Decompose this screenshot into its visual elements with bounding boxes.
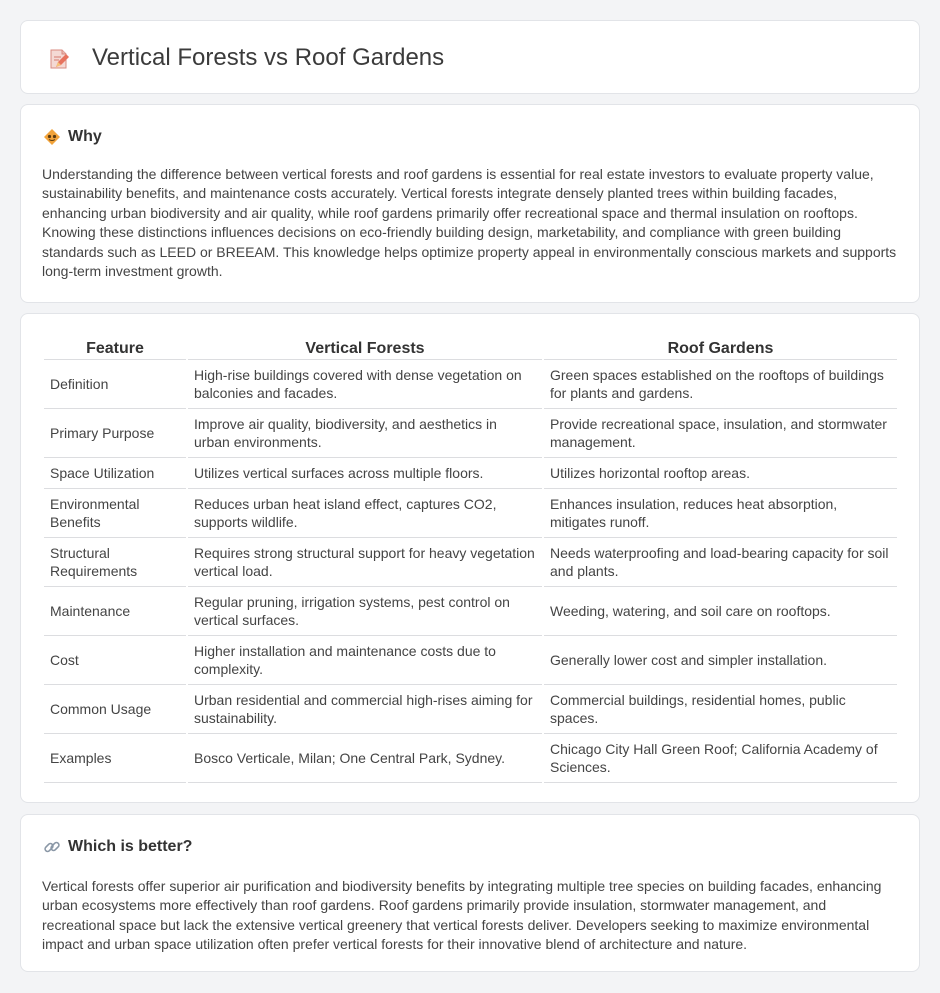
feature-cell: Examples: [44, 734, 186, 783]
feature-cell: Primary Purpose: [44, 409, 186, 458]
header-roof-gardens: Roof Gardens: [544, 336, 897, 360]
roof-gardens-cell: Commercial buildings, residential homes, public spaces.: [544, 685, 897, 734]
vertical-forests-cell: Bosco Verticale, Milan; One Central Park, Sydney.: [188, 734, 542, 783]
roof-gardens-cell: Generally lower cost and simpler installation.: [544, 636, 897, 685]
why-text: Understanding the difference between vertical forests and roof gardens is essential for real estate investors to evaluate property value, sustainability benefits, and maintenance costs accurately. Vertical forests integrate densely planted trees within building facades, enhancing urban biodiversity and air quality, while roof gardens primarily offer recreational space and thermal insulation on rooftops. Knowing these distinctions influences decisions on eco-friendly building design, marketability, and compliance with green building standards such as LEED or BREEAM. This knowledge helps optimize property appeal in environmentally conscious markets and supports long-term investment growth.: [42, 166, 897, 280]
table-row: [44, 409, 897, 458]
title-card: [20, 20, 920, 94]
table-header-row: [44, 336, 897, 360]
vertical-forests-cell: Requires strong structural support for heavy vegetation vertical load.: [188, 538, 542, 587]
roof-gardens-cell: Weeding, watering, and soil care on rooftops.: [544, 587, 897, 636]
page-title: Vertical Forests vs Roof Gardens: [92, 44, 445, 71]
feature-cell: Cost: [44, 636, 186, 685]
table-row: [44, 587, 897, 636]
feature-cell: Definition: [44, 360, 186, 409]
link-icon: [43, 838, 61, 856]
vertical-forests-cell: High-rise buildings covered with dense vegetation on balconies and facades.: [188, 360, 542, 409]
document-pencil-icon: [47, 47, 71, 71]
comparison-section: [20, 313, 920, 803]
vertical-forests-cell: Higher installation and maintenance costs due to complexity.: [188, 636, 542, 685]
header-vertical-forests: Vertical Forests: [188, 336, 542, 360]
why-section: [20, 104, 920, 303]
better-heading: [43, 837, 192, 857]
feature-cell: Maintenance: [44, 587, 186, 636]
feature-cell: Space Utilization: [44, 458, 186, 489]
roof-gardens-cell: Utilizes horizontal rooftop areas.: [544, 458, 897, 489]
roof-gardens-cell: Enhances insulation, reduces heat absorption, mitigates runoff.: [544, 489, 897, 538]
feature-cell: Environmental Benefits: [44, 489, 186, 538]
roof-gardens-cell: Chicago City Hall Green Roof; California Academy of Sciences.: [544, 734, 897, 783]
table-row: [44, 458, 897, 489]
why-title: Why: [68, 128, 102, 145]
vertical-forests-cell: Urban residential and commercial high-rises aiming for sustainability.: [188, 685, 542, 734]
why-heading: [43, 127, 102, 147]
vertical-forests-cell: Utilizes vertical surfaces across multiple floors.: [188, 458, 542, 489]
roof-gardens-cell: Provide recreational space, insulation, and stormwater management.: [544, 409, 897, 458]
table-row: [44, 489, 897, 538]
table-row: [44, 685, 897, 734]
table-row: [44, 360, 897, 409]
vertical-forests-cell: Improve air quality, biodiversity, and aesthetics in urban environments.: [188, 409, 542, 458]
feature-cell: Common Usage: [44, 685, 186, 734]
table-row: [44, 538, 897, 587]
comparison-table: [42, 336, 899, 783]
lightbulb-icon: [43, 128, 61, 146]
better-text: Vertical forests offer superior air purification and biodiversity benefits by integrating multiple tree species on building facades, enhancing urban ecosystems more effectively than roof gardens. Roof gardens primarily provide insulation, stormwater management, and recreational space but lack the extensive vertical greenery that vertical forests deliver. Developers seeking to maximize environmental impact and urban space utilization often prefer vertical forests for their innovative blend of architecture and nature.: [42, 878, 882, 953]
which-is-better-section: [20, 814, 920, 972]
vertical-forests-cell: Regular pruning, irrigation systems, pest control on vertical surfaces.: [188, 587, 542, 636]
header-feature: Feature: [44, 336, 186, 360]
roof-gardens-cell: Green spaces established on the rooftops of buildings for plants and gardens.: [544, 360, 897, 409]
feature-cell: Structural Requirements: [44, 538, 186, 587]
roof-gardens-cell: Needs waterproofing and load-bearing capacity for soil and plants.: [544, 538, 897, 587]
vertical-forests-cell: Reduces urban heat island effect, captures CO2, supports wildlife.: [188, 489, 542, 538]
table-row: [44, 636, 897, 685]
better-title: Which is better?: [68, 838, 193, 855]
table-row: [44, 734, 897, 783]
